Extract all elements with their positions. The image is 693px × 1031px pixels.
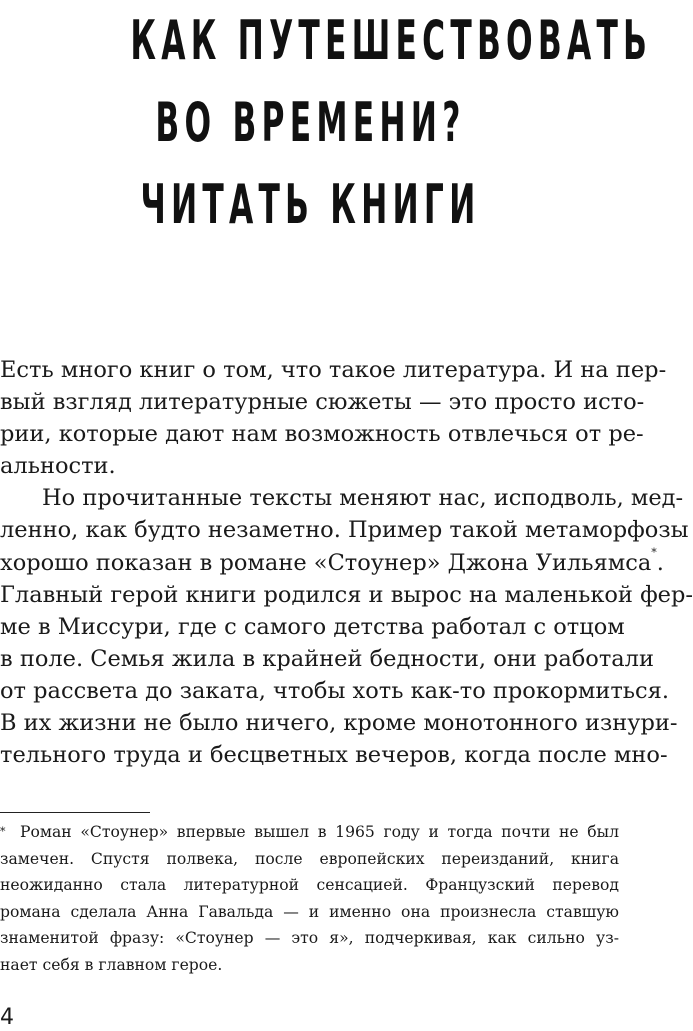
page-number: 4 <box>0 1005 14 1030</box>
footnote-line: замечен. Спустя полвека, после европейских переизданий, книга <box>0 849 619 868</box>
footnote-line-text: Роман «Стоунер» впервые вышел в 1965 году и тогда почти не был <box>20 823 619 841</box>
chapter-title-line: ЧИТАТЬ КНИГИ <box>140 173 481 236</box>
footnote-line-first <box>0 819 619 846</box>
body-line-text: хорошо показан в романе «Стоунер» Джона Уильямса <box>0 549 652 576</box>
body-line: в поле. Семья жила в крайней бедности, они работали <box>0 645 654 672</box>
chapter-title-line: ВО ВРЕМЕНИ? <box>155 91 466 154</box>
body-line: В их жизни не было ничего, кроме монотонного изнури- <box>0 710 678 737</box>
body-line: Есть много книг о том, что такое литература. И на пер- <box>0 357 667 383</box>
footnote-line: романа сделала Анна Гавальда — и именно она произнесла ставшую <box>0 902 619 921</box>
body-line: Главный герой книги родился и вырос на маленькой фер- <box>0 581 693 608</box>
footnote-line: нает себя в главном герое. <box>0 955 223 974</box>
footnote-reference[interactable]: * <box>651 545 657 559</box>
body-line: рии, которые дают нам возможность отвлечься от ре- <box>0 421 644 448</box>
body-line-tail: . <box>656 549 664 576</box>
footnote <box>0 819 619 978</box>
chapter-title <box>130 0 653 246</box>
body-line: вый взгляд литературные сюжеты — это просто исто- <box>0 389 645 416</box>
body-line: ме в Миссури, где с самого детства работал с отцом <box>0 613 625 640</box>
footnote-divider <box>0 812 150 813</box>
body-line: ленно, как будто незаметно. Пример такой метаморфозы <box>0 517 689 544</box>
chapter-title-line: КАК ПУТЕШЕСТВОВАТЬ <box>130 9 653 72</box>
footnote-line: знаменитой фразу: «Стоунер — это я», подчеркивая, как сильно уз- <box>0 929 619 947</box>
body-line: альности. <box>0 453 116 480</box>
body-line: тельного труда и бесцветных вечеров, когда после мно- <box>0 742 668 769</box>
body-line-with-footnote-ref <box>0 545 664 579</box>
body-line: Но прочитанные тексты меняют нас, исподволь, мед- <box>42 485 684 512</box>
footnote-marker: * <box>0 825 6 838</box>
footnote-line: неожиданно стала литературной сенсацией. Французский перевод <box>0 876 619 894</box>
body-text <box>0 354 693 771</box>
body-line: от рассвета до заката, чтобы хоть как-то прокормиться. <box>0 677 669 704</box>
